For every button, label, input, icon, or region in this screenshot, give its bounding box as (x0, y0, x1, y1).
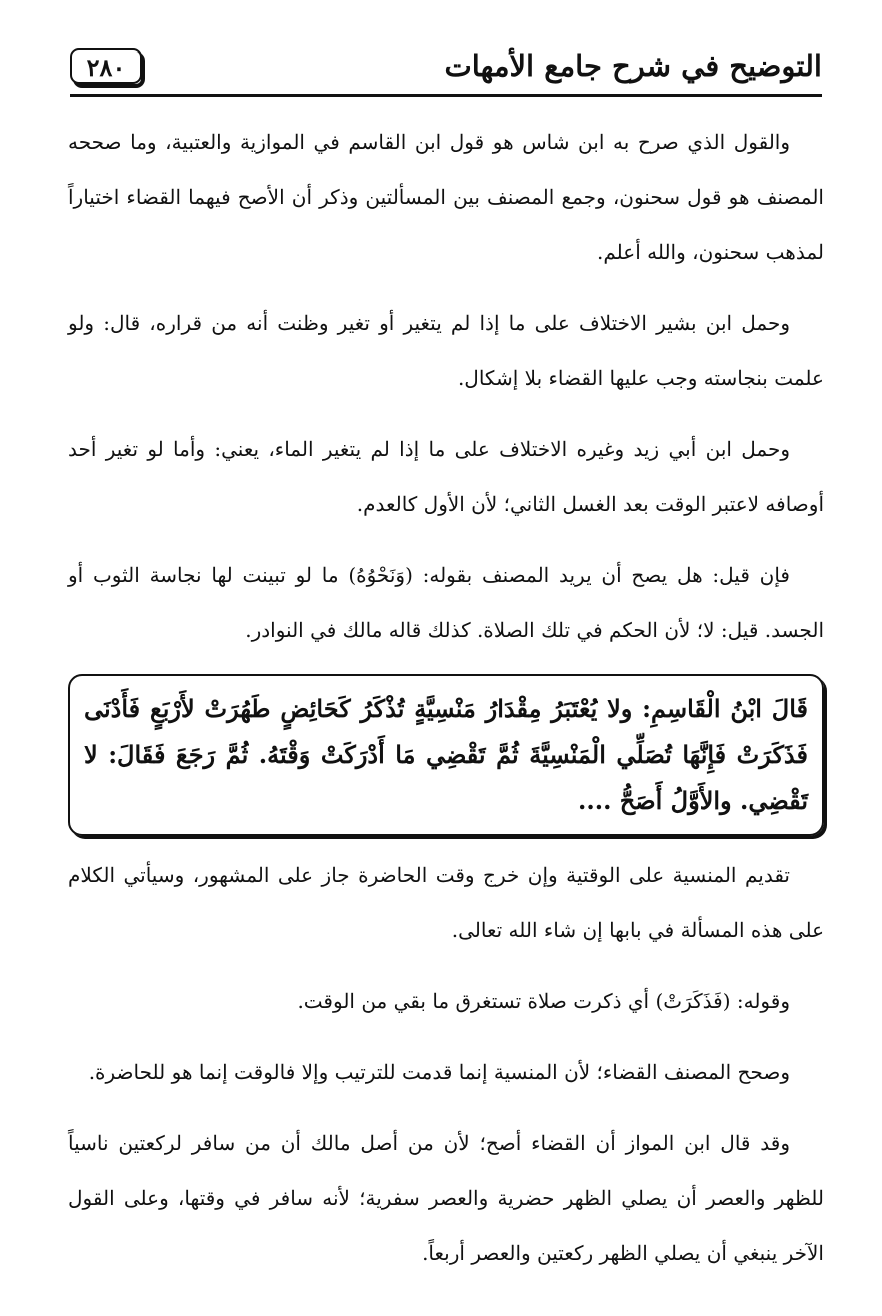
paragraph: وصحح المصنف القضاء؛ لأن المنسية إنما قدمت للترتيب وإلا فالوقت إنما هو للحاضرة. (88, 1060, 790, 1084)
quoted-matn-box: قَالَ ابْنُ الْقَاسِمِ: ولا يُعْتَبَرُ مِقْدَارُ مَنْسِيَّةٍ تُذْكَرُ كَحَائِضٍ طَهُرَتْ لأَرْبَعٍ فَأَدْنَى فَذَكَرَتْ فَإِنَّهَا تُصَلِّي الْمَنْسِيَّةَ ثُمَّ تَقْضِي مَا أَدْرَكَتْ وَقْتَهُ. ثُمَّ رَجَعَ فَقَالَ: لا تَقْضِي. والأَوَّلُ أَصَحُّ .... (68, 674, 824, 836)
paragraph: وقد قال ابن المواز أن القضاء أصح؛ لأن من أصل مالك أن من سافر لركعتين ناسياً للظهر والعصر أن يصلي الظهر حضرية والعصر سفرية؛ لأنه سافر في وقتها، وعلى القول الآخر ينبغي أن يصلي الظهر ركعتين والعصر أربعاً. (68, 1131, 824, 1265)
page-header (70, 40, 822, 96)
page-number: ٢٨٠ (70, 48, 142, 84)
paragraph: وحمل ابن أبي زيد وغيره الاختلاف على ما إذا لم يتغير الماء، يعني: وأما لو تغير أحد أوصافه لاعتبر الوقت بعد الغسل الثاني؛ لأن الأول كالعدم. (68, 437, 824, 516)
header-rule (70, 94, 822, 97)
paragraph: تقديم المنسية على الوقتية وإن خرج وقت الحاضرة جاز على المشهور، وسيأتي الكلام على هذه المسألة في بابها إن شاء الله تعالى. (68, 863, 824, 942)
running-title: التوضيح في شرح جامع الأمهات (444, 49, 822, 83)
paragraph: وحمل ابن بشير الاختلاف على ما إذا لم يتغير أو تغير وظنت أنه من قراره، قال: ولو علمت بنجاسته وجب عليها القضاء بلا إشكال. (68, 311, 824, 390)
paragraph: والقول الذي صرح به ابن شاس هو قول ابن القاسم في الموازية والعتبية، وما صححه المصنف هو قول سحنون، وجمع المصنف بين المسألتين وذكر أن الأصح فيهما القضاء اختياراً لمذهب سحنون، والله أعلم. (68, 130, 824, 264)
paragraph: فإن قيل: هل يصح أن يريد المصنف بقوله: (وَنَحْوُهُ) ما لو تبينت لها نجاسة الثوب أو الجسد. قيل: لا؛ لأن الحكم في تلك الصلاة. كذلك قاله مالك في النوادر. (68, 563, 824, 642)
page-body (68, 115, 824, 1297)
paragraph: وقوله: (فَذَكَرَتْ) أي ذكرت صلاة تستغرق ما بقي من الوقت. (297, 989, 790, 1013)
